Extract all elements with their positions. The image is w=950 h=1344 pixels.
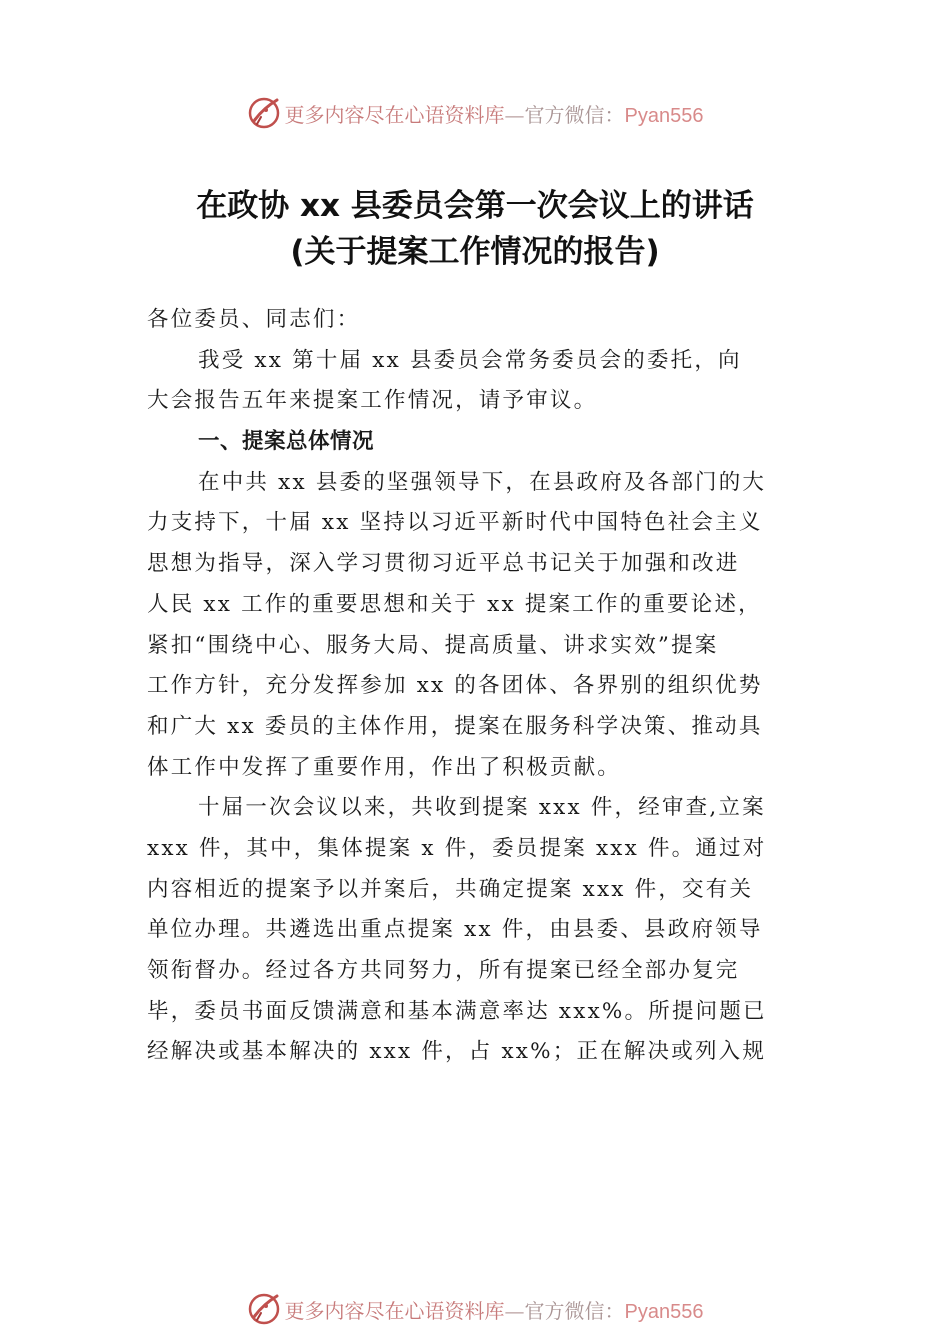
footer-watermark-banner (0, 1289, 950, 1329)
document-title-line-1: 在政协 xx 县委员会第一次会议上的讲话 (196, 188, 754, 224)
text-line: 思想为指导，深入学习贯彻习近平总书记关于加强和改进 (147, 551, 740, 577)
banner-dash: — (504, 1298, 525, 1323)
text-line: 大会报告五年来提案工作情况，请予审议。 (147, 388, 598, 414)
text-line: 紧扣“围绕中心、服务大局、提高质量、讲求实效”提案 (147, 632, 719, 658)
pen-circle-logo-icon (247, 1292, 281, 1326)
text-line: 经解决或基本解决的 xxx 件，占 xx%；正在解决或列入规 (147, 1039, 767, 1065)
section-heading: 一、提案总体情况 (198, 429, 375, 455)
text-line: 力支持下，十届 xx 坚持以习近平新时代中国特色社会主义 (147, 510, 763, 536)
header-watermark-banner (0, 93, 950, 133)
salutation: 各位委员、同志们： (147, 307, 361, 332)
banner-wechat-label: 官方微信： (524, 1298, 625, 1323)
text-line: 领衔督办。经过各方共同努力，所有提案已经全部办复完 (147, 958, 740, 983)
banner-text (285, 1295, 704, 1324)
document-body (147, 300, 807, 1073)
banner-wechat-label: 官方微信： (524, 102, 625, 127)
pen-circle-logo-icon (247, 96, 281, 130)
text-line: 和广大 xx 委员的主体作用，提案在服务科学决策、推动具 (147, 713, 763, 739)
text-line: 工作方针，充分发挥参加 xx 的各团体、各界别的组织优势 (147, 673, 763, 699)
text-line: 我受 xx 第十届 xx 县委员会常务委员会的委托，向 (198, 347, 742, 373)
text-line: 十届一次会议以来，共收到提案 xxx 件，经审查,立案 (198, 795, 766, 821)
text-line: 在中共 xx 县委的坚强领导下，在县政府及各部门的大 (198, 469, 767, 495)
banner-site-text: 更多内容尽在心语资料库 (284, 102, 505, 127)
text-line: 单位办理。共遴选出重点提案 xx 件，由县委、县政府领导 (147, 917, 763, 943)
banner-wechat-id: Pyan556 (624, 1300, 704, 1323)
banner-site-text: 更多内容尽在心语资料库 (284, 1298, 505, 1323)
text-line: 人民 xx 工作的重要思想和关于 xx 提案工作的重要论述， (147, 591, 762, 617)
text-line: 体工作中发挥了重要作用，作出了积极贡献。 (147, 754, 622, 780)
text-line: 毕，委员书面反馈满意和基本满意率达 xxx%。所提问题已 (147, 998, 767, 1024)
banner-dash: — (504, 102, 525, 127)
text-line: xxx 件，其中，集体提案 x 件，委员提案 xxx 件。通过对 (147, 835, 767, 861)
banner-text (285, 99, 704, 128)
text-line: 内容相近的提案予以并案后，共确定提案 xxx 件，交有关 (147, 876, 754, 902)
banner-wechat-id: Pyan556 (624, 104, 704, 127)
document-title-line-2: (关于提案工作情况的报告) (290, 234, 660, 270)
